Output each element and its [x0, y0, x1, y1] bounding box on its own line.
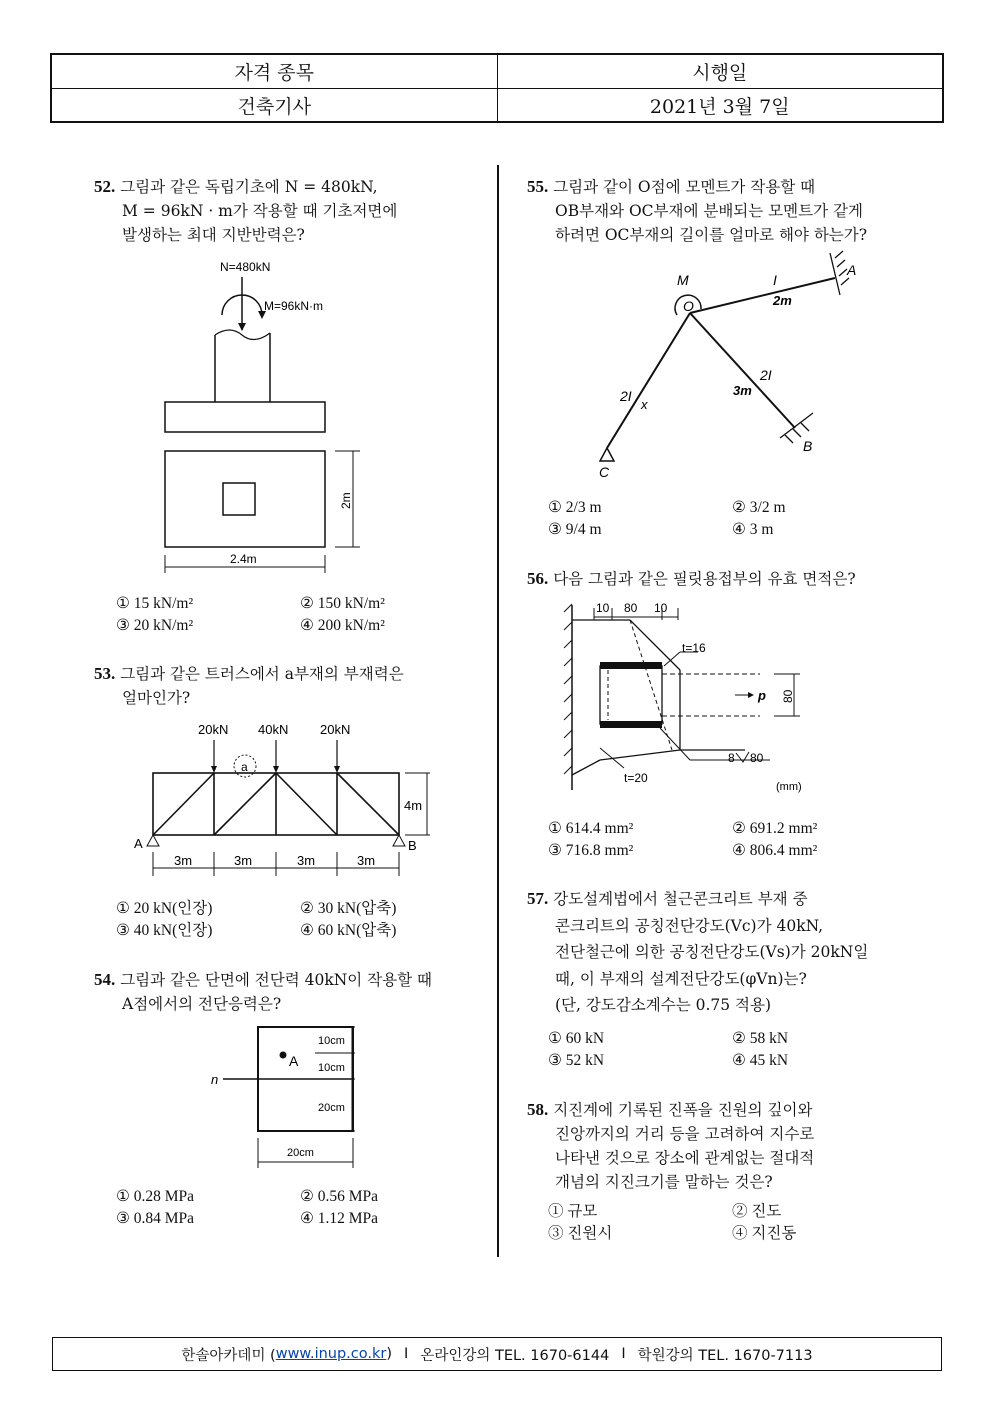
- choice-3[interactable]: ③ 40 kN(인장): [116, 922, 213, 939]
- question-text: 그림과 같이 O점에 모멘트가 작용할 때: [553, 178, 816, 196]
- support-b-label: B: [408, 838, 417, 853]
- question-number: 56.: [527, 569, 549, 588]
- choice-3[interactable]: ③ 9/4 m: [548, 521, 602, 538]
- dim-width: 20cm: [287, 1147, 314, 1159]
- choice-2[interactable]: ② 진도: [732, 1203, 782, 1220]
- length-label: x: [641, 397, 648, 412]
- header-col1-label: 자격 종목: [234, 62, 314, 84]
- span-label: 3m: [357, 853, 376, 868]
- question-57: [527, 886, 868, 1019]
- span-label: 3m: [234, 853, 253, 868]
- question-text: 얼마인가?: [122, 689, 191, 707]
- dim-label: 80: [781, 689, 795, 703]
- footer-close: ): [386, 1346, 393, 1362]
- point-label: A: [289, 1053, 299, 1069]
- choice-3[interactable]: ③ 20 kN/m²: [116, 617, 194, 634]
- support-label: C: [599, 464, 610, 480]
- thickness-label: t=16: [682, 641, 706, 655]
- question-text: 콘크리트의 공칭전단강도(Vc)가 40kN,: [555, 916, 824, 935]
- choice-2[interactable]: ② 691.2 mm²: [732, 820, 818, 837]
- question-text: 나타낸 것으로 장소에 관계없는 절대적: [555, 1149, 815, 1167]
- figure-truss: [130, 718, 430, 886]
- dim-label: 10: [596, 601, 610, 615]
- dim-height: 2m: [339, 492, 353, 509]
- stiffness-label: I: [773, 272, 777, 288]
- choice-1[interactable]: ① 규모: [548, 1203, 598, 1220]
- figure-label: N=480kN: [220, 260, 271, 274]
- question-text: A점에서의 전단응력은?: [122, 995, 282, 1013]
- question-text: 발생하는 최대 지반반력은?: [122, 226, 305, 244]
- weld-size: 8: [728, 751, 735, 765]
- question-number: 54.: [94, 970, 116, 989]
- question-58: [527, 1098, 814, 1194]
- question-text: 그림과 같은 단면에 전단력 40kN이 작용할 때: [120, 971, 432, 989]
- column-divider: [497, 165, 499, 1257]
- choice-4[interactable]: ④ 1.12 MPa: [300, 1210, 379, 1227]
- length-label: 3m: [733, 383, 752, 398]
- point-label: O: [683, 298, 694, 314]
- stiffness-label: 2I: [620, 388, 632, 404]
- dim-label: 80: [624, 601, 638, 615]
- question-text: 전단철근에 의한 공칭전단강도(Vs)가 20kN일: [555, 943, 869, 961]
- question-text: 진앙까지의 거리 등을 고려하여 지수로: [555, 1125, 815, 1143]
- choice-1[interactable]: ① 0.28 MPa: [116, 1188, 195, 1205]
- choice-1[interactable]: ① 15 kN/m²: [116, 595, 194, 612]
- axis-label: n: [211, 1072, 219, 1087]
- thickness-label: t=20: [624, 771, 648, 785]
- question-52: [94, 175, 397, 247]
- dim-width: 2.4m: [230, 552, 257, 566]
- span-label: 3m: [174, 853, 193, 868]
- question-note: (단, 강도감소계수는 0.75 적용): [555, 996, 772, 1014]
- question-text: 다음 그림과 같은 필릿용접부의 유효 면적은?: [553, 570, 856, 588]
- force-label: p: [758, 688, 766, 703]
- question-number: 58.: [527, 1100, 549, 1119]
- choice-4[interactable]: ④ 806.4 mm²: [732, 842, 818, 859]
- choice-3[interactable]: ③ 52 kN: [548, 1052, 605, 1069]
- choice-2[interactable]: ② 3/2 m: [732, 499, 786, 516]
- question-number: 53.: [94, 664, 116, 683]
- header-table: [50, 53, 944, 123]
- question-text: 지진계에 기록된 진폭을 진원의 깊이와: [553, 1101, 813, 1119]
- question-56: [527, 567, 856, 591]
- choice-2[interactable]: ② 58 kN: [732, 1030, 789, 1047]
- load-label: 20kN: [320, 722, 351, 737]
- question-text: OB부재와 OC부재에 분배되는 모멘트가 같게: [555, 202, 863, 220]
- choice-1[interactable]: ① 614.4 mm²: [548, 820, 634, 837]
- choice-2[interactable]: ② 0.56 MPa: [300, 1188, 379, 1205]
- weld-length: 80: [750, 751, 764, 765]
- footer-separator: I: [621, 1346, 626, 1362]
- choice-1[interactable]: ① 2/3 m: [548, 499, 602, 516]
- dim-label: 20cm: [318, 1102, 345, 1114]
- footer: [52, 1337, 942, 1371]
- moment-label: M: [677, 272, 689, 288]
- question-text: 때, 이 부재의 설계전단강도(φVn)는?: [555, 969, 807, 988]
- footer-online: 온라인강의 TEL. 1670-6144: [420, 1347, 610, 1364]
- dim-label: 10: [654, 601, 668, 615]
- question-55: [527, 175, 867, 247]
- choice-3[interactable]: ③ 716.8 mm²: [548, 842, 634, 859]
- question-text: M = 96kN · m가 작용할 때 기초저면에: [122, 202, 398, 220]
- figure-isolated-footing: [150, 255, 370, 575]
- choice-2[interactable]: ② 150 kN/m²: [300, 595, 385, 612]
- footer-academy: 한솔아카데미 (: [181, 1347, 276, 1364]
- dim-height: 4m: [404, 798, 423, 813]
- header-col2-value: 2021년 3월 7일: [497, 89, 943, 122]
- dim-label: 10cm: [318, 1035, 345, 1047]
- question-number: 52.: [94, 177, 116, 196]
- choice-4[interactable]: ④ 200 kN/m²: [300, 617, 385, 634]
- footer-offline: 학원강의 TEL. 1670-7113: [637, 1347, 813, 1364]
- question-text: 그림과 같은 트러스에서 a부재의 부재력은: [120, 665, 404, 683]
- member-label: a: [241, 760, 248, 774]
- question-number: 55.: [527, 177, 549, 196]
- choice-4[interactable]: ④ 60 kN(압축): [300, 922, 397, 939]
- dim-label: 10cm: [318, 1062, 345, 1074]
- question-number: 57.: [527, 889, 549, 908]
- stiffness-label: 2I: [760, 367, 772, 383]
- support-label: A: [847, 262, 857, 278]
- figure-section: [205, 1022, 365, 1170]
- question-text: 하려면 OC부재의 길이를 얼마로 해야 하는가?: [555, 226, 868, 244]
- header-col1-value: 건축기사: [237, 96, 311, 118]
- header-col2-label: 시행일: [497, 55, 943, 88]
- figure-frame: [585, 243, 875, 483]
- load-label: 20kN: [198, 722, 229, 737]
- choice-1[interactable]: ① 20 kN(인장): [116, 900, 213, 917]
- choice-3[interactable]: ③ 0.84 MPa: [116, 1210, 195, 1227]
- figure-fillet-weld: [560, 600, 820, 800]
- support-label: B: [803, 438, 813, 454]
- question-text: 개념의 지진크기를 말하는 것은?: [555, 1173, 773, 1191]
- choice-4[interactable]: ④ 지진동: [732, 1225, 797, 1242]
- footer-url-link[interactable]: www.inup.co.kr: [275, 1346, 387, 1362]
- length-label: 2m: [773, 293, 792, 308]
- figure-label: M=96kN·m: [264, 299, 324, 313]
- question-53: [94, 662, 404, 710]
- choice-2[interactable]: ② 30 kN(압축): [300, 900, 397, 917]
- choice-1[interactable]: ① 60 kN: [548, 1030, 605, 1047]
- load-label: 40kN: [258, 722, 289, 737]
- question-text: 강도설계법에서 철근콘크리트 부재 중: [553, 890, 808, 908]
- footer-separator: I: [404, 1346, 409, 1362]
- question-text: 그림과 같은 독립기초에 N = 480kN,: [120, 178, 378, 196]
- question-54: [94, 968, 432, 1016]
- span-label: 3m: [297, 853, 316, 868]
- choice-3[interactable]: ③ 진원시: [548, 1225, 613, 1242]
- unit-label: (mm): [776, 781, 802, 793]
- choice-4[interactable]: ④ 3 m: [732, 521, 774, 538]
- support-a-label: A: [134, 836, 143, 851]
- choice-4[interactable]: ④ 45 kN: [732, 1052, 789, 1069]
